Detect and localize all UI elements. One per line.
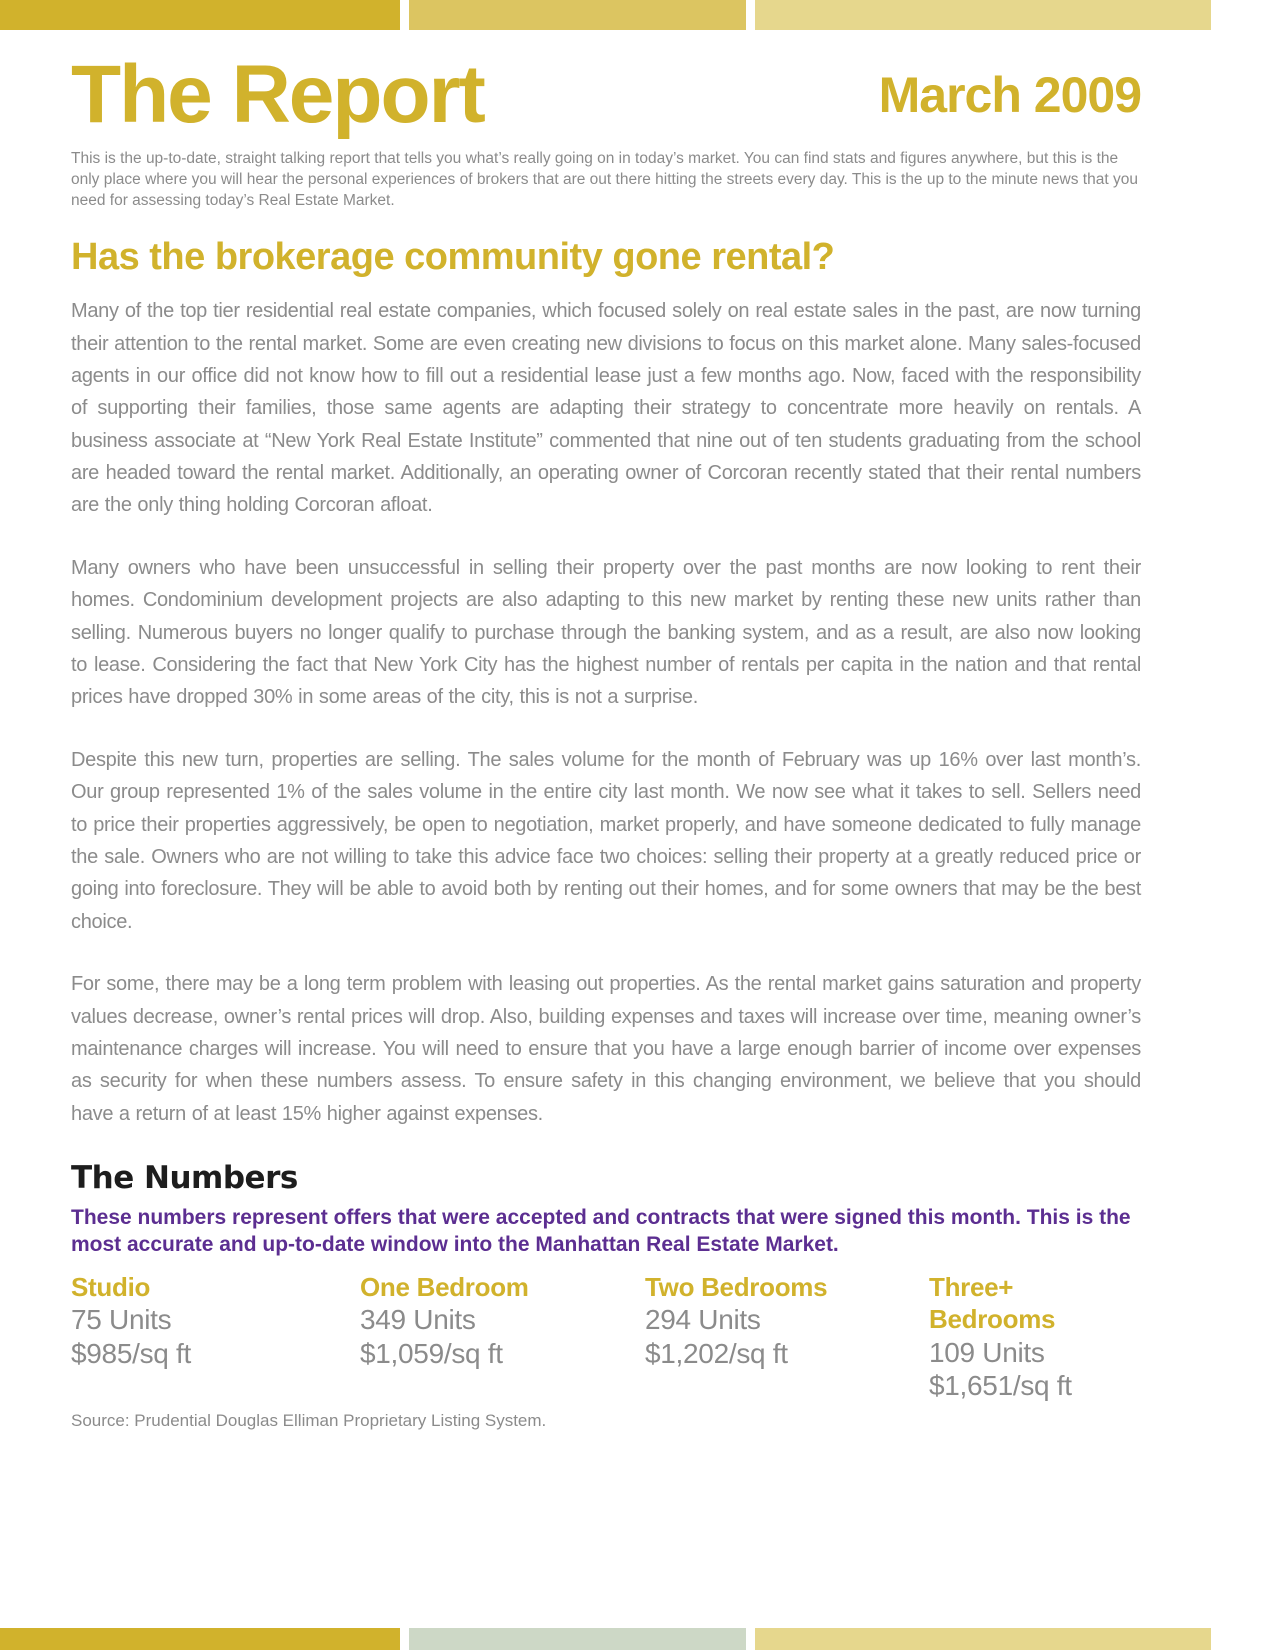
article-paragraph-4: For some, there may be a long term problem with leasing out properties. As the rental market gains saturation and property values decrease, owner’s rental prices will drop. Also, building expenses and taxes will increase over time, meaning owner’s maintenance charges will increase. You will need to ensure that you have a large enough barrier of income over expenses as security for when these numbers assess. To ensure safety in this changing environment, we believe that you should have a return of at least 15% higher against expenses. <box>71 973 1141 1125</box>
top-border-bar <box>0 0 1211 30</box>
top-bar-segment-middle <box>409 0 746 30</box>
stat-price: $985/sq ft <box>71 1337 191 1369</box>
numbers-heading: The Numbers <box>71 1160 298 1197</box>
bottom-bar-segment-middle <box>409 1628 746 1650</box>
stat-label: Three+ Bedrooms <box>929 1271 1056 1335</box>
stat-label: Studio <box>71 1271 151 1302</box>
report-title: The Report <box>71 49 484 140</box>
source-note: Source: Prudential Douglas Elliman Proprietary Listing System. <box>71 1410 547 1430</box>
bottom-border-bar <box>0 1628 1211 1650</box>
stat-one-bedroom <box>360 1271 645 1403</box>
masthead <box>71 49 1141 140</box>
stat-units: 75 Units <box>71 1304 172 1336</box>
stat-units: 109 Units <box>929 1336 1045 1368</box>
article-paragraph-3: Despite this new turn, properties are selling. The sales volume for the month of February was up 16% over last month’s. Our group represented 1% of the sales volume in the entire city last month. We now see what it takes to sell. Sellers need to price their properties aggressively, be open to negotiation, market properly, and have someone dedicated to fully manage the sale. Owners who are not willing to take this advice face two choices: selling their property at a greatly reduced price or going into foreclosure. They will be able to avoid both by renting out their homes, and for some owners that may be the best choice. <box>71 748 1141 933</box>
stat-three-plus-bedrooms <box>929 1271 1141 1403</box>
article-paragraph-1: Many of the top tier residential real estate companies, which focused solely on real estate sales in the past, are now turning their attention to the rental market. Some are even creating new divisions to focus on this market alone. Many sales-focused agents in our office did not know how to fill out a residential lease just a few months ago. Now, faced with the responsibility of supporting their families, those same agents are adapting their strategy to concentrate more heavily on rentals. A business associate at “New York Real Estate Institute” commented that nine out of ten students graduating from the school are headed toward the rental market. Additionally, an operating owner of Corcoran recently stated that their rental numbers are the only thing holding Corcoran afloat. <box>71 300 1141 517</box>
bottom-bar-segment-right <box>755 1628 1211 1650</box>
page-content <box>0 30 1275 1431</box>
intro-text: This is the up-to-date, straight talking report that tells you what’s really going on in today’s market. You can find stats and figures anywhere, but this is the only place where you will hear the personal experiences of brokers that are out there hitting the streets every day. This is the up to the minute news that you need for assessing today’s Real Estate Market. <box>71 150 1138 210</box>
stat-price: $1,202/sq ft <box>645 1337 788 1369</box>
stat-units: 349 Units <box>360 1304 476 1336</box>
stat-price: $1,651/sq ft <box>929 1370 1072 1402</box>
stats-grid <box>71 1271 1141 1403</box>
issue-date: March 2009 <box>878 67 1141 123</box>
stat-label: One Bedroom <box>360 1271 529 1302</box>
stat-two-bedrooms <box>645 1271 929 1403</box>
article-paragraph-2: Many owners who have been unsuccessful in selling their property over the past months are now looking to rent their homes. Condominium development projects are also adapting to this new market by renting these new units rather than selling. Numerous buyers no longer qualify to purchase through the banking system, and as a result, are also now looking to lease. Considering the fact that New York City has the highest number of rentals per capita in the nation and that rental prices have dropped 30% in some areas of the city, this is not a surprise. <box>71 556 1141 709</box>
bottom-bar-segment-left <box>0 1628 400 1650</box>
stat-price: $1,059/sq ft <box>360 1337 503 1369</box>
top-bar-segment-right <box>755 0 1211 30</box>
stat-units: 294 Units <box>645 1304 761 1336</box>
top-bar-segment-left <box>0 0 400 30</box>
numbers-description: These numbers represent offers that were accepted and contracts that were signed this month. This is the most accurate and up-to-date window into the Manhattan Real Estate Market. <box>71 1206 1131 1257</box>
stat-label: Two Bedrooms <box>645 1271 828 1302</box>
article-headline: Has the brokerage community gone rental? <box>71 236 835 279</box>
stat-studio <box>71 1271 360 1403</box>
